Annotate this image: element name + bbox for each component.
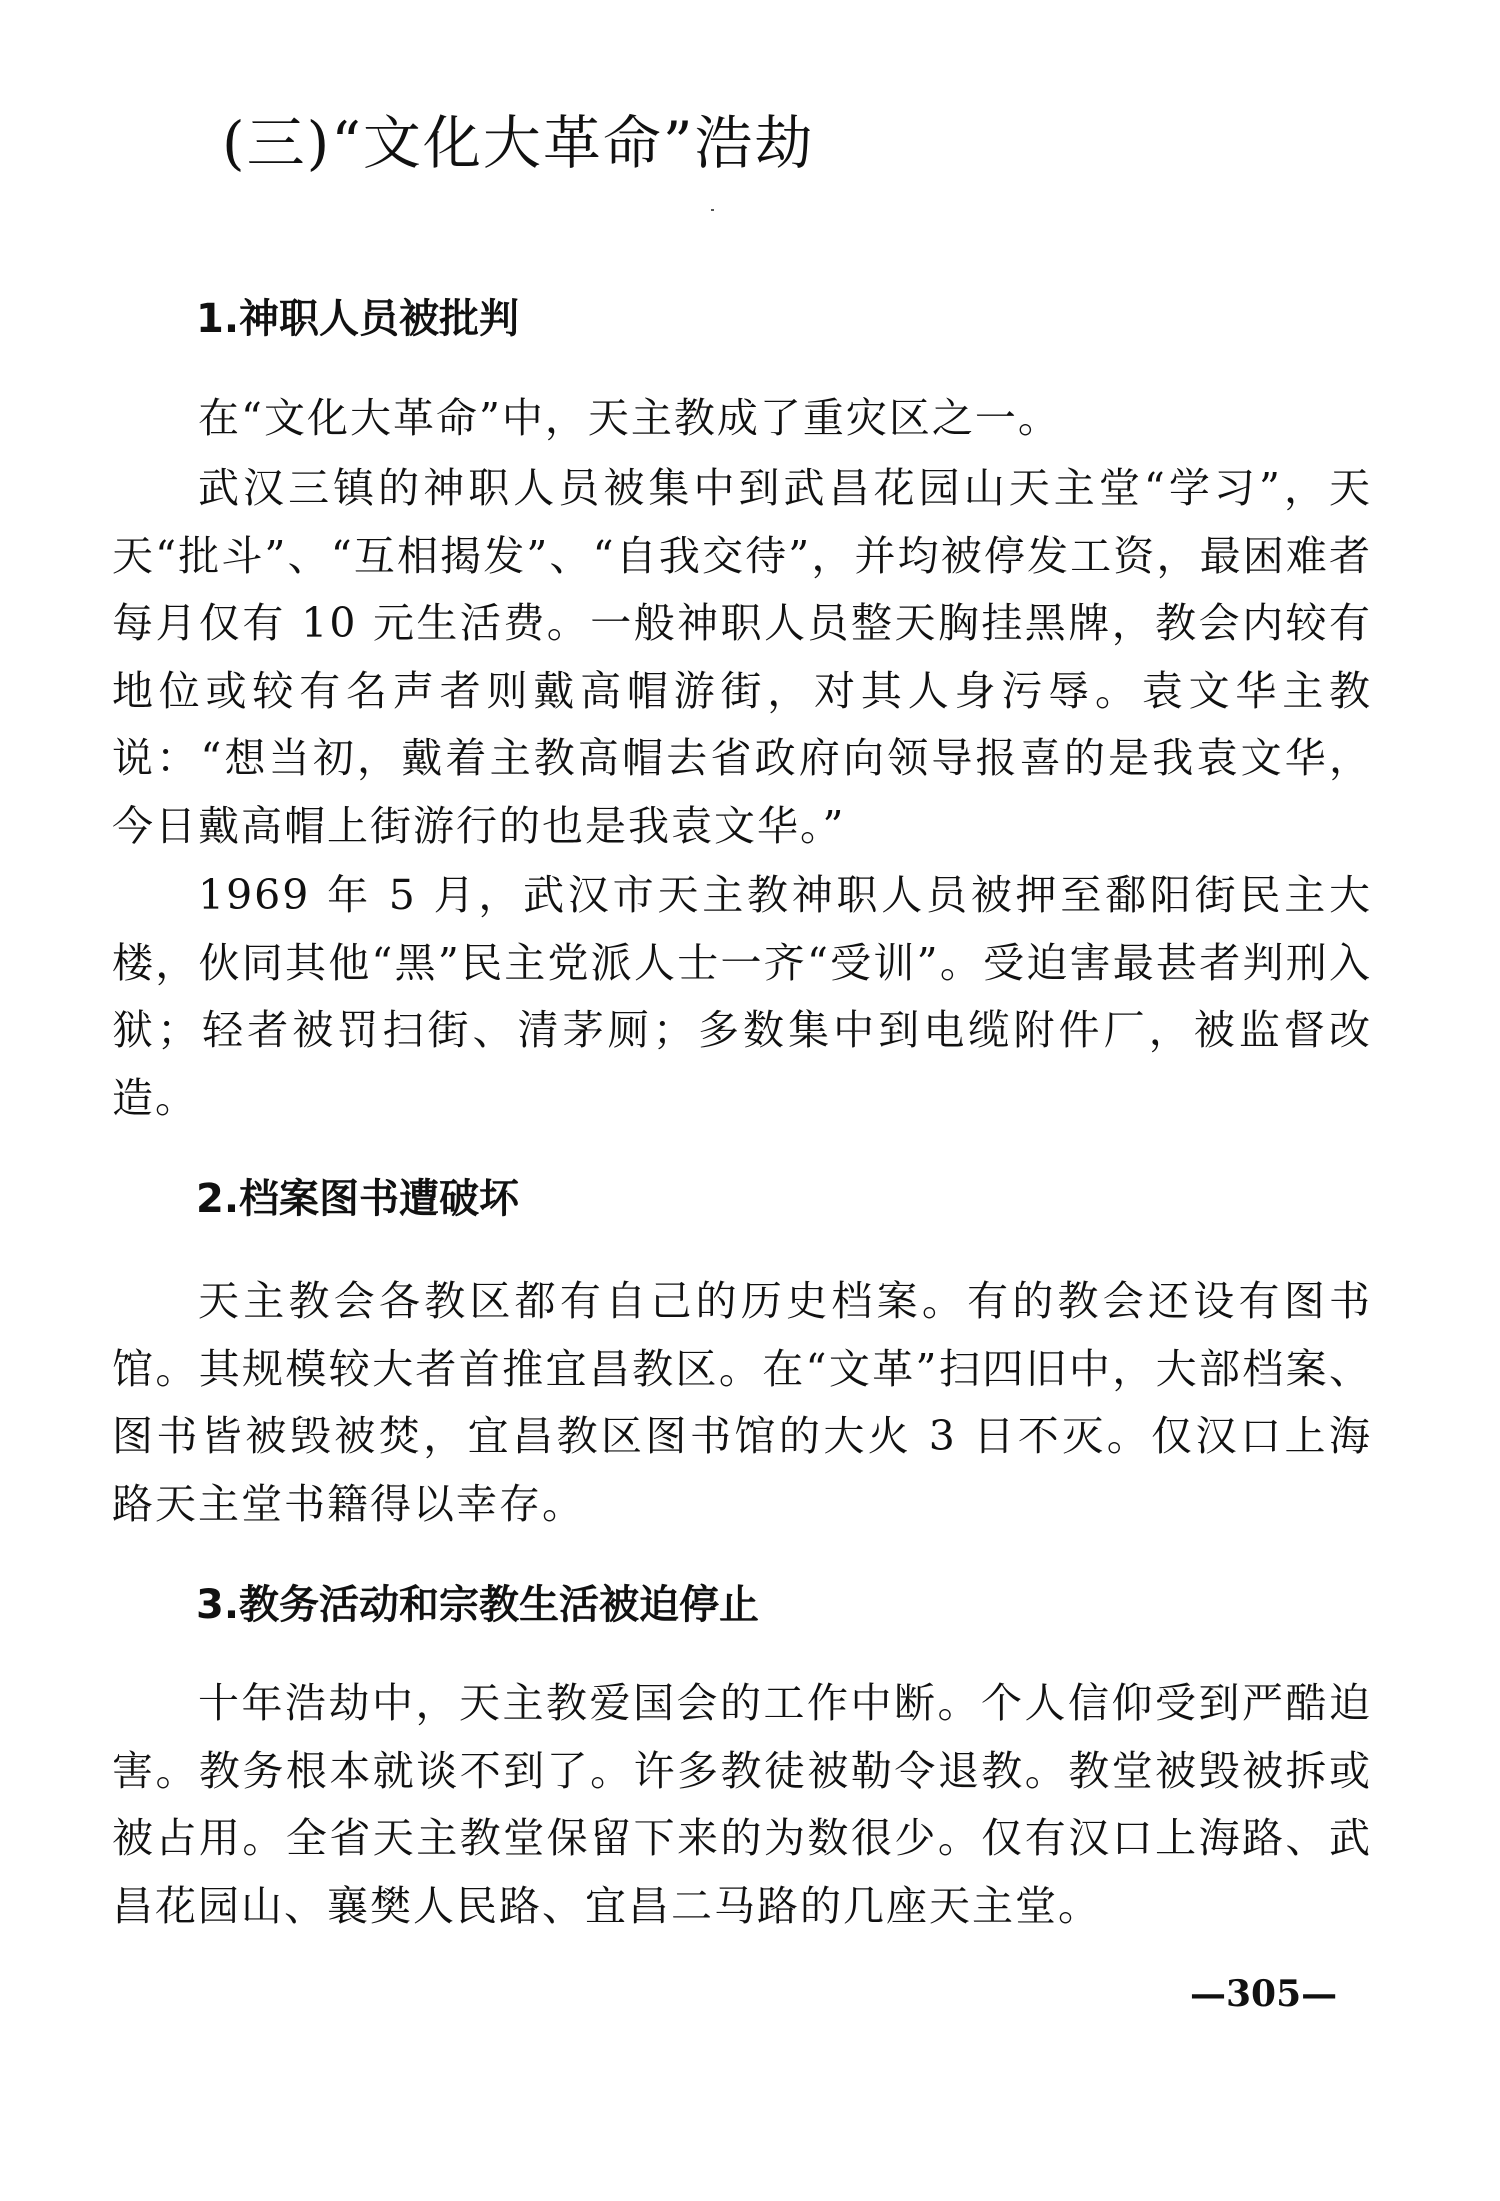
paragraph-1-2: 武汉三镇的神职人员被集中到武昌花园山天主堂“学习”，天天“批斗”、“互相揭发”、“自我交待”，并均被停发工资，最困难者每月仅有 10 元生活费。一般神职人员整天胸挂黑牌，教会内较有地位或较有名声者则戴高帽游街，对其人身污辱。袁文华主教说：“想当初，戴着主教高帽去省政府向领导报喜的是我袁文华，今日戴高帽上街游行的也是我袁文华。” [112,464,1372,850]
paragraph-1-1: 在“文化大革命”中，天主教成了重灾区之一。 [198,394,1061,442]
paragraph-2-1: 天主教会各教区都有自己的历史档案。有的教会还设有图书馆。其规模较大者首推宜昌教区。在“文革”扫四旧中，大部档案、图书皆被毁被焚，宜昌教区图书馆的大火 3 日不灭。仅汉口上海路天主堂书籍得以幸存。 [112,1277,1372,1528]
section-heading-1: 1.神职人员被批判 [196,296,520,342]
chapter-title: (三)“文化大革命”浩劫 [222,109,815,177]
paragraph-3-1: 十年浩劫中，天主教爱国会的工作中断。个人信仰受到严酷迫害。教务根本就谈不到了。许多教徒被勒令退教。教堂被毁被拆或被占用。全省天主教堂保留下来的为数很少。仅有汉口上海路、武昌花园山、襄樊人民路、宜昌二马路的几座天主堂。 [112,1679,1372,1930]
page-number: —305— [1190,1973,1338,2015]
section-heading-3: 3.教务活动和宗教生活被迫停止 [196,1582,760,1628]
scan-speck [711,209,714,211]
paragraph-1-3: 1969 年 5 月，武汉市天主教神职人员被押至鄱阳街民主大楼，伙同其他“黑”民主党派人士一齐“受训”。受迫害最甚者判刑入狱；轻者被罚扫街、清茅厕；多数集中到电缆附件厂，被监督改造。 [112,871,1372,1122]
section-heading-2: 2.档案图书遭破坏 [196,1176,520,1222]
